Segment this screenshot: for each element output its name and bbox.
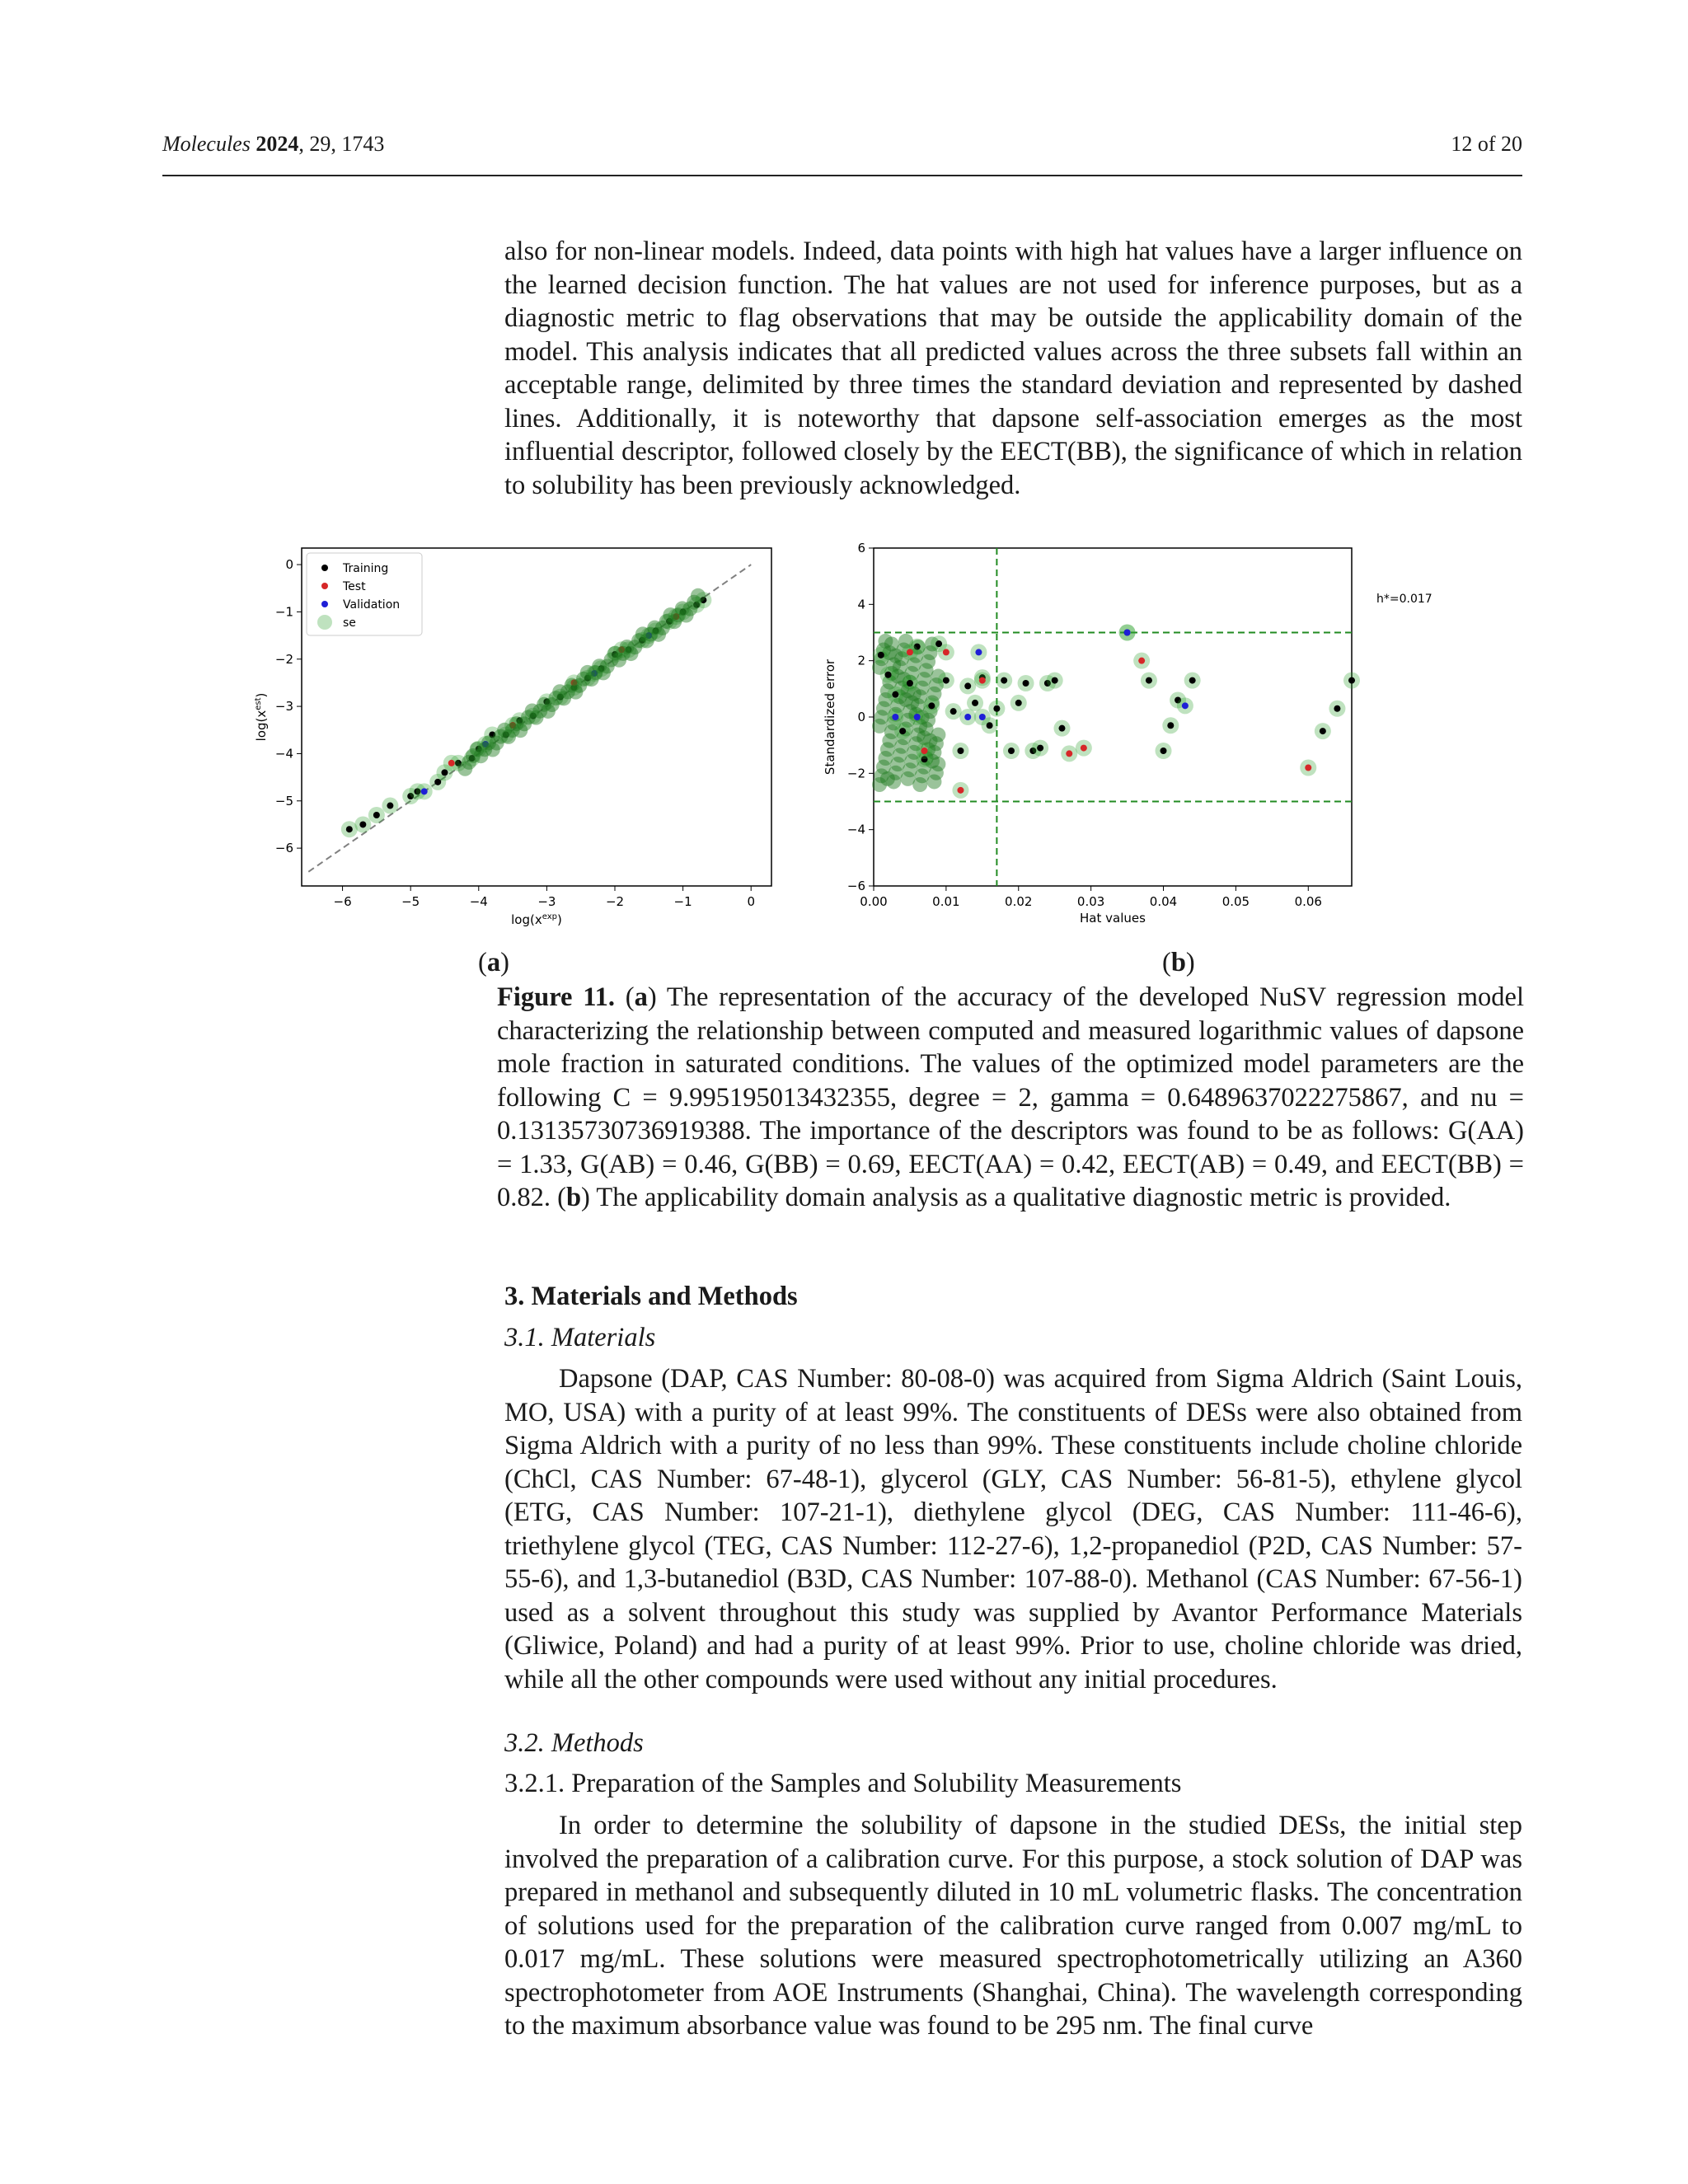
training-point <box>359 821 366 827</box>
legend-validation-label: Validation <box>343 598 401 612</box>
x-tick-label: 0.03 <box>1076 894 1105 909</box>
subsection-materials: 3.1. Materials <box>504 1323 656 1352</box>
page-header <box>162 132 1522 176</box>
legend-test-label: Test <box>343 580 366 593</box>
training-point <box>1037 745 1043 752</box>
page-number <box>1451 132 1522 157</box>
training-point <box>1023 680 1029 687</box>
training-point <box>1001 677 1007 684</box>
training-point <box>1015 700 1022 706</box>
training-point <box>1052 677 1058 684</box>
chart-a <box>247 532 791 944</box>
x-axis-label: Hat values <box>1080 911 1146 926</box>
legend-se-label: se <box>343 616 356 630</box>
x-tick-label: 0.06 <box>1294 894 1322 909</box>
x-tick-label: −1 <box>673 894 692 909</box>
y-tick-label: 4 <box>857 597 865 612</box>
test-point <box>448 760 455 766</box>
x-tick-label: 0 <box>747 894 755 909</box>
training-point <box>993 705 1000 712</box>
x-tick-label: −2 <box>605 894 625 909</box>
x-tick-label: −6 <box>333 894 352 909</box>
validation-point <box>975 649 982 655</box>
legend <box>307 553 422 635</box>
page-total: 20 <box>1501 132 1522 156</box>
training-point <box>691 588 706 603</box>
training-point <box>957 748 964 754</box>
y-axis-label: $\log(x^{est})$ <box>254 692 269 742</box>
h-star-label: h*=0.017 <box>1376 593 1432 606</box>
x-tick-label: −3 <box>537 894 556 909</box>
test-point <box>1081 745 1087 752</box>
training-point <box>441 769 448 776</box>
figure-label: Figure 11. <box>497 982 616 1012</box>
test-point <box>1138 658 1145 664</box>
training-point <box>899 728 906 734</box>
training-point <box>434 779 441 785</box>
y-tick-label: −1 <box>274 604 293 620</box>
legend-se-marker <box>317 615 332 630</box>
section-heading: 3. Materials and Methods <box>504 1282 798 1311</box>
methods-paragraph: In order to determine the solubility of dapsone in the studied DESs, the initial step involved the preparation of a calibration curve. For this purpose, a stock solution of DAP was prepared in methanol and subsequently diluted in 10 mL volumetric flasks. The concentration of solutions used for the preparation of the calibration curve ranged from 0.007 mg/mL to 0.017 mg/mL. These solutions were measured spectrophotometrically utilizing an A360 spectrophotometer from AOE Instruments (Shanghai, China). The wavelength corresponding to the maximum absorbance value was found to be 295 nm. The final curve <box>504 1811 1522 2041</box>
x-tick-label: 0.01 <box>932 894 960 909</box>
caption-letter-b: b <box>565 1183 582 1212</box>
training-point <box>972 700 978 706</box>
y-tick-label: 0 <box>285 557 293 573</box>
training-point <box>928 702 935 709</box>
training-point <box>1167 722 1174 729</box>
y-tick-label: −4 <box>274 746 293 762</box>
training-point <box>964 682 971 689</box>
training-point <box>387 803 393 809</box>
test-point <box>1305 765 1311 771</box>
x-axis-label: $\log(x^{exp})$ <box>511 912 562 927</box>
journal-name: Molecules <box>162 132 251 156</box>
training-point <box>1348 677 1355 684</box>
caption-text-1: The representation of the accuracy of the developed NuSV regression model characterizing the relationship between computed and measured logarithmic values of dapsone mole fraction in saturated conditions. The values of the optimized model parameters are the following C = 9.995195013432355, degree = 2, gamma = 0.6489637022275867, and nu = 0.13135730736919388. The importance of the descriptors was found to be as follows: G(AA) = 1.33, G(AB) = 0.46, G(BB) = 0.69, EECT(AA) = 0.42, EECT(AB) = 0.49, and EECT(BB) = 0.82. <box>497 982 1524 1212</box>
x-tick-label: 0.00 <box>860 894 888 909</box>
x-tick-label: −5 <box>401 894 420 909</box>
training-point <box>1334 705 1340 712</box>
y-tick-label: −6 <box>274 841 293 856</box>
panel-label-b: (b) <box>1162 948 1195 977</box>
training-point <box>892 691 898 698</box>
figure-caption: Figure 11. (a) The representation of the accuracy of the developed NuSV regression model characterizing the relationship between computed and measured logarithmic values of dapsone mole fraction in saturated conditions. The values of the optimized model parameters are the following C = 9.995195013432355, degree = 2, gamma = 0.6489637022275867, and nu = 0.13135730736919388. The importance of the descriptors was found to be as follows: G(AA) = 1.33, G(AB) = 0.46, G(BB) = 0.69, EECT(AA) = 0.42, EECT(AB) = 0.49, and EECT(BB) = 0.82. (b) The applicability domain analysis as a qualitative diagnostic metric is provided. <box>497 982 1524 1212</box>
y-tick-label: −4 <box>846 822 865 837</box>
training-point <box>880 771 895 786</box>
legend-test-marker <box>321 583 328 589</box>
training-point <box>889 649 903 663</box>
y-tick-label: 0 <box>857 710 865 724</box>
legend-validation-marker <box>321 601 328 607</box>
y-tick-label: −6 <box>846 879 865 893</box>
chart-b <box>816 532 1467 944</box>
training-point <box>1189 677 1196 684</box>
test-point <box>979 677 986 684</box>
x-tick-label: 0.04 <box>1149 894 1178 909</box>
y-tick-label: −2 <box>274 651 293 667</box>
test-point <box>943 649 950 655</box>
test-point <box>1066 750 1072 757</box>
training-point <box>1146 677 1152 684</box>
subsubsection-preparation: 3.2.1. Preparation of the Samples and Solubility Measurements <box>504 1769 1182 1798</box>
x-tick-label: 0.05 <box>1221 894 1250 909</box>
training-point <box>931 757 945 771</box>
test-point <box>957 787 964 794</box>
legend-training-marker <box>321 565 328 571</box>
subsection-methods: 3.2. Methods <box>504 1728 644 1758</box>
training-point <box>950 708 957 715</box>
y-axis-label: Standardized error <box>823 658 837 776</box>
validation-point <box>979 714 986 720</box>
journal-volume: , 29, 1743 <box>298 132 385 156</box>
x-tick-label: −4 <box>469 894 488 909</box>
test-point <box>907 649 913 655</box>
y-tick-label: −2 <box>846 766 865 781</box>
validation-point <box>964 714 971 720</box>
page-of: of <box>1477 132 1496 156</box>
intro-paragraph: also for non-linear models. Indeed, data points with high hat values have a larger influence on the learned decision function. The hat values are not used for inference purposes, but as a diagnostic metric to flag observations that may be outside the applicability domain of the model. This analysis indicates that all predicted values across the three subsets fall within an acceptable range, delimited by three times the standard deviation and represented by dashed lines. Additionally, it is noteworthy that dapsone self-association emerges as the most influential descriptor, followed closely by the EECT(BB), the significance of which in relation to solubility has been previously acknowledged. <box>504 237 1522 500</box>
legend-training-label: Training <box>343 562 389 575</box>
training-point <box>943 677 950 684</box>
caption-letter-a: a <box>634 982 648 1012</box>
y-tick-label: 6 <box>857 541 865 555</box>
validation-point <box>421 788 428 794</box>
panel-label-a: (a) <box>478 948 509 977</box>
test-point <box>921 748 928 754</box>
plot-frame <box>874 548 1352 886</box>
training-point <box>907 680 913 687</box>
training-point <box>1058 725 1065 732</box>
training-point <box>373 812 380 818</box>
validation-point <box>892 714 898 720</box>
y-tick-label: −5 <box>274 793 293 808</box>
validation-point <box>1182 702 1189 709</box>
training-point <box>878 634 893 649</box>
training-point <box>1160 748 1167 754</box>
caption-text-2: The applicability domain analysis as a qualitative diagnostic metric is provided. <box>589 1183 1451 1212</box>
materials-paragraph: Dapsone (DAP, CAS Number: 80-08-0) was acquired from Sigma Aldrich (Saint Louis, MO, USA) with a purity of at least 99%. The constituents of DESs were also obtained from Sigma Aldrich with a purity of no less than 99%. These constituents include choline chloride (ChCl, CAS Number: 67-48-1), glycerol (GLY, CAS Number: 56-81-5), ethylene glycol (ETG, CAS Number: 107-21-1), diethylene glycol (DEG, CAS Number: 111-46-6), triethylene glycol (TEG, CAS Number: 112-27-6), 1,2-propanediol (P2D, CAS Number: 57-55-6), and 1,3-butanediol (B3D, CAS Number: 107-88-0). Methanol (CAS Number: 67-56-1) used as a solvent throughout this study was supplied by Avantor Performance Materials (Gliwice, Poland) and had a purity of at least 99%. Prior to use, choline chloride was dried, while all the other compounds were used without any initial procedures. <box>504 1364 1522 1694</box>
validation-point <box>914 714 921 720</box>
training-point <box>885 672 892 678</box>
journal-year: 2024 <box>256 132 299 156</box>
validation-point <box>1124 630 1131 636</box>
journal-citation <box>162 132 384 157</box>
page-current: 12 <box>1451 132 1473 156</box>
y-tick-label: −3 <box>274 699 293 715</box>
y-tick-label: 2 <box>857 653 865 668</box>
training-point <box>878 652 884 658</box>
training-point <box>346 826 353 832</box>
training-point <box>1320 728 1326 734</box>
training-point <box>1008 748 1015 754</box>
x-tick-label: 0.02 <box>1005 894 1033 909</box>
